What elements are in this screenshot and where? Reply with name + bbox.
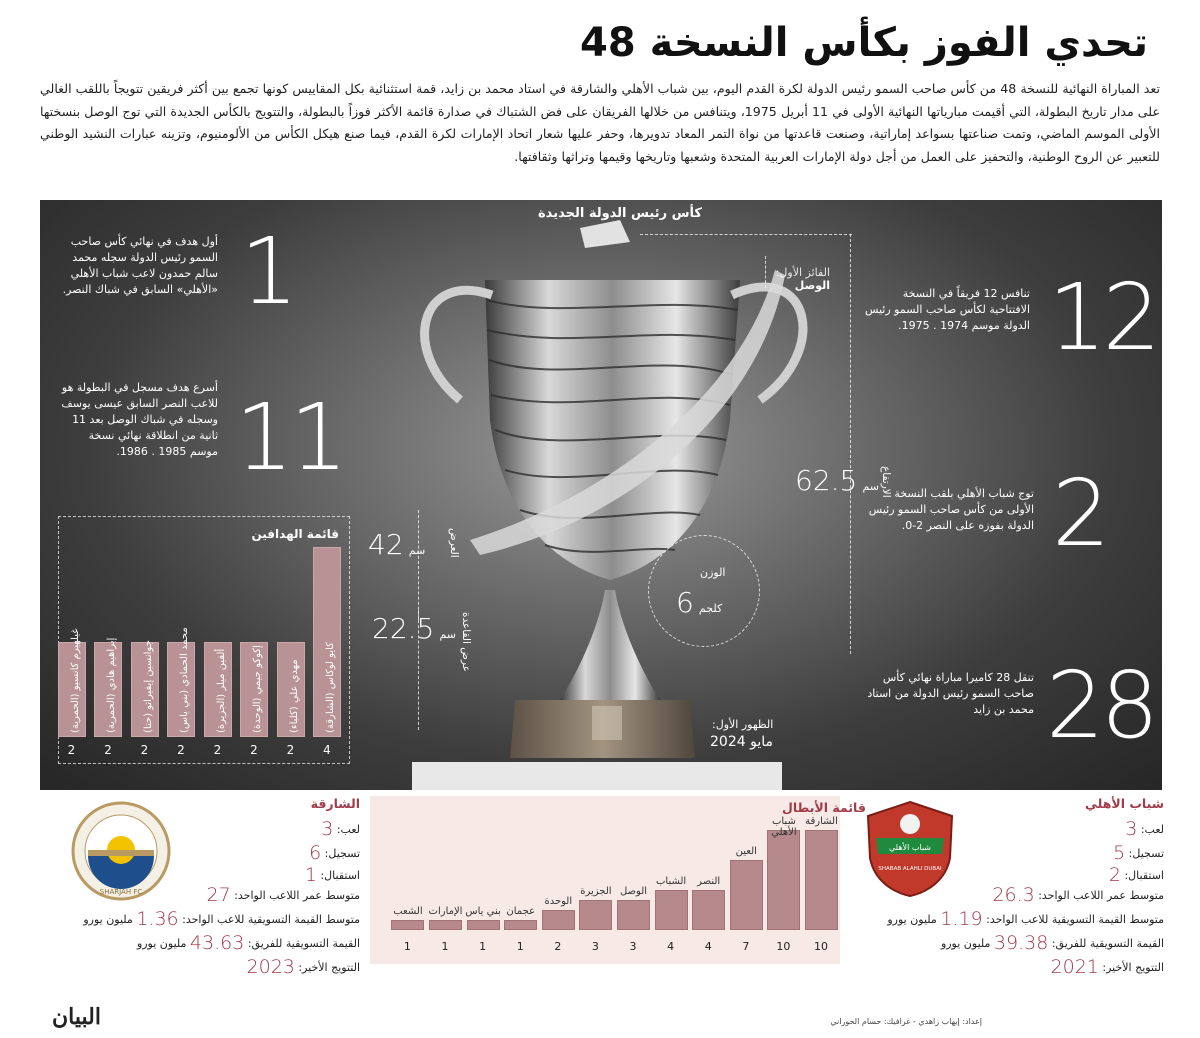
stat-value: 39.38 <box>993 932 1049 954</box>
scorer-goals: 2 <box>104 743 112 757</box>
stat-value: 3 <box>1125 818 1138 840</box>
scorer-goals: 2 <box>67 743 76 757</box>
top-scorers-title: قائمة الهدافين <box>251 527 339 541</box>
stat-value: 43.63 <box>189 932 245 954</box>
height-label: الارتفاع <box>880 466 892 498</box>
fact-number-1: 1 <box>240 218 295 325</box>
weight-label: الوزن <box>700 566 726 579</box>
team-left-name: الشارقة <box>310 796 360 811</box>
stat-unit: مليون يورو <box>940 937 994 950</box>
team-stat-row <box>137 932 360 954</box>
scorer-name: غيلهيرم كانسيو (الحمرية) <box>69 628 81 733</box>
height-guide-top <box>640 234 852 235</box>
scorer-name: إبراهيم هادي (الحمرية) <box>106 637 117 733</box>
winner-guide <box>765 256 766 288</box>
team-stat-row <box>1113 842 1164 864</box>
team-stat-row <box>207 884 360 906</box>
champion-name: بني ياس <box>465 906 501 917</box>
team-stat-row <box>321 818 360 840</box>
stat-label: لعب: <box>1137 823 1164 836</box>
stat-label: متوسط القيمة التسويقية للاعب الواحد: <box>178 913 360 926</box>
team-stat-row <box>305 864 360 886</box>
stat-label: التتويج الأخير: <box>294 961 360 974</box>
scorer-goals: 2 <box>250 743 258 757</box>
base-label: عرض القاعدة <box>460 612 472 672</box>
stat-value: 2 <box>1108 864 1121 886</box>
stat-label: متوسط عمر اللاعب الواحد: <box>1034 889 1164 902</box>
fact-text-2: توج شباب الأهلي بلقب النسخة الأولى من كأس صاحب السمو رئيس الدولة بفوزه على النصر 2-0. <box>868 487 1034 532</box>
base-value: 22.5 <box>372 612 435 645</box>
stat-label: تسجيل: <box>321 847 360 860</box>
height-unit: سم <box>862 480 879 493</box>
fact-text-28: تنقل 28 كاميرا مباراة نهائي كأس صاحب السمو رئيس الدولة من استاد محمد بن زايد <box>867 671 1034 716</box>
team-stat-row <box>992 884 1164 906</box>
top-scorers-box <box>58 516 350 764</box>
scorer-goals: 2 <box>213 743 222 757</box>
sharjah-logo-text: SHARJAH FC <box>99 888 143 896</box>
base-dimension <box>372 612 456 645</box>
stat-label: لعب: <box>333 823 360 836</box>
stat-label: القيمة التسويقية للفريق: <box>1048 937 1164 950</box>
stat-label: استقبال: <box>316 869 360 882</box>
weight-unit: كلجم <box>698 602 723 615</box>
team-stat-row <box>887 908 1164 930</box>
stat-label: القيمة التسويقية للفريق: <box>244 937 360 950</box>
width-value: 42 <box>368 528 404 561</box>
champion-bar <box>504 920 537 930</box>
scorer-name: إكوكو جيمي (الوحدة) <box>252 645 263 733</box>
cup-title: كأس رئيس الدولة الجديدة <box>538 206 702 221</box>
scorer-goals: 2 <box>140 743 149 757</box>
weight-value: 6 <box>676 586 694 619</box>
scorer-goals: 2 <box>286 743 295 757</box>
champion-bar <box>391 920 424 930</box>
base-unit: سم <box>439 628 456 641</box>
stat-value: 5 <box>1113 842 1126 864</box>
stat-unit: مليون يورو <box>83 913 137 926</box>
stat-unit: مليون يورو <box>136 937 190 950</box>
champion-name: الوحدة <box>544 896 573 907</box>
fact-number-11: 11 <box>235 384 345 491</box>
team-stat-row <box>309 842 360 864</box>
width-unit: سم <box>408 544 426 557</box>
scorer-name: كايو لوكاس (الشارقة) <box>325 642 336 733</box>
champion-bar <box>467 920 500 930</box>
fact-number-12: 12 <box>1048 264 1158 371</box>
champion-bar <box>617 900 650 930</box>
champion-titles: 1 <box>403 940 411 953</box>
stat-value: 2023 <box>246 956 295 978</box>
fact-text-11: أسرع هدف مسجل في البطولة هو للاعب النصر السابق عيسى يوسف وسجله في شباك الوصل بعد 11 ثانية من انطلاقة نهائي نسخة موسم 1985 . 1986. <box>61 381 218 458</box>
team-stat-row <box>247 956 360 978</box>
scorer-name: محمد الحمادي (بني ياس) <box>179 627 190 733</box>
champion-name: الشعب <box>393 906 423 917</box>
height-value: 62.5 <box>795 464 858 497</box>
champion-titles: 4 <box>667 940 675 953</box>
champion-titles: 3 <box>629 940 637 953</box>
champion-titles: 7 <box>742 940 750 953</box>
page-title: تحدي الفوز بكأس النسخة 48 <box>580 20 1148 66</box>
scorer-name: ألفين ميلر (الجزيرة) <box>215 648 227 733</box>
width-label: العرض <box>448 528 460 558</box>
champion-bar <box>655 890 688 930</box>
champion-titles: 2 <box>554 940 562 953</box>
first-appearance-label: الظهور الأول: <box>712 718 774 731</box>
champion-bar <box>767 830 800 930</box>
team-stat-row <box>1109 864 1164 886</box>
champion-name: الشارقة <box>805 816 838 827</box>
champion-titles: 10 <box>776 940 791 953</box>
first-appearance-value: مايو 2024 <box>710 734 773 750</box>
stat-value: 1.36 <box>136 908 179 930</box>
stat-label: تسجيل: <box>1125 847 1164 860</box>
champion-name: العين <box>735 846 757 857</box>
champion-name: النصر <box>697 876 721 887</box>
brand-logo: البيان <box>52 1004 101 1030</box>
champions-title: قائمة الأبطال <box>782 800 866 815</box>
shabab-logo-latin: SHABAB ALAHLI DUBAI <box>878 866 942 872</box>
stat-value: 1.19 <box>940 908 983 930</box>
champion-name: الوصل <box>619 886 648 897</box>
stat-value: 1 <box>304 864 317 886</box>
champion-titles: 4 <box>704 940 712 953</box>
champion-bar <box>429 920 462 930</box>
champion-titles: 1 <box>441 940 449 953</box>
shabab-logo-arabic: شباب الأهلي <box>889 843 931 852</box>
champion-bar <box>805 830 838 930</box>
team-stat-row <box>941 932 1164 954</box>
stat-label: متوسط عمر اللاعب الواحد: <box>230 889 360 902</box>
champion-bar <box>692 890 725 930</box>
width-guide <box>418 510 419 620</box>
team-stat-row <box>1051 956 1164 978</box>
shabab-alahli-logo <box>862 798 958 898</box>
credit: إعداد: إيهاب زاهدي - غرافيك: حسام الحوراني <box>830 1017 982 1026</box>
champion-bar <box>579 900 612 930</box>
stat-label: متوسط القيمة التسويقية للاعب الواحد: <box>982 913 1164 926</box>
scorer-goals: 4 <box>323 743 331 757</box>
stat-value: 6 <box>309 842 322 864</box>
champion-name: الجزيرة <box>580 886 612 897</box>
fact-number-28: 28 <box>1046 652 1156 759</box>
stat-value: 27 <box>206 884 231 906</box>
champion-titles: 10 <box>814 940 828 953</box>
champion-name: الشباب <box>655 876 687 887</box>
weight-dimension <box>676 586 722 619</box>
first-winner-label: الفائز الأول: الوصل <box>775 266 830 292</box>
team-stat-row <box>1125 818 1164 840</box>
champion-name: الإمارات <box>428 906 463 917</box>
stat-label: التتويج الأخير: <box>1098 961 1164 974</box>
scorer-goals: 2 <box>177 743 185 757</box>
height-guide <box>850 234 851 654</box>
fact-number-2: 2 <box>1052 460 1107 567</box>
champion-name: شباب الأهلي <box>771 816 797 838</box>
sharjah-fc-logo <box>70 800 172 902</box>
scorer-name: جوانسين إيفيراتو (حتا) <box>142 640 154 733</box>
stat-value: 2021 <box>1050 956 1099 978</box>
champion-bar <box>730 860 763 930</box>
scorer-name: مهدي علي (كلباء) <box>288 659 300 733</box>
team-stat-row <box>83 908 360 930</box>
champion-titles: 3 <box>591 940 599 953</box>
fact-text-1: أول هدف في نهائي كأس صاحب السمو رئيس الدولة سجله محمد سالم حمدون لاعب شباب الأهلي «الأهلي» السابق في شباك النصر. <box>62 235 218 296</box>
width-dimension <box>368 528 425 561</box>
stat-value: 26.3 <box>992 884 1035 906</box>
stat-unit: مليون يورو <box>887 913 941 926</box>
fact-text-12: تنافس 12 فريقاً في النسخة الافتتاحية لكأس صاحب السمو رئيس الدولة موسم 1974 . 1975. <box>864 287 1030 332</box>
champion-bar <box>542 910 575 930</box>
stat-value: 3 <box>321 818 334 840</box>
team-right-name: شباب الأهلي <box>1084 796 1164 811</box>
stat-label: استقبال: <box>1120 869 1164 882</box>
champion-titles: 1 <box>479 940 487 953</box>
champion-name: عجمان <box>506 906 535 917</box>
champion-titles: 1 <box>516 940 524 953</box>
intro-paragraph: تعد المباراة النهائية للنسخة 48 من كأس صاحب السمو رئيس الدولة لكرة القدم اليوم، بين شباب الأهلي والشارقة في استاد محمد بن زايد، قمة استثنائية بكل المقاييس كونها تجمع بين أكثر فريقين تتويجاً باللقب الغالي على مدار تاريخ البطولة، التي أقيمت مبارياتها النهائية الأولى في 11 أبريل 1975، ويتنافس من خلالها الفريقان على فض الشتباك في صدارة قائمة الأكثر فوزاً بالبطولة، والتتويج بالكأس الجديدة التي توج الوصل بنسختها الأولى الموسم الماضي، وتمت صناعتها بسواعد إماراتية، وصنعت قاعدتها من نواة التمر المعاد تدويرها، وحفر عليها شعار اتحاد الإمارات لكرة القدم، فيما صنع هيكل الكأس من الألومنيوم، وتزينه عبارات النشيد الوطني للتعبير عن الروح الوطنية، والتحفيز على العمل من أجل دولة الإمارات العربية المتحدة وشعبها وتاريخها وقيمها وتراثها وثقافتها. <box>40 81 1160 164</box>
